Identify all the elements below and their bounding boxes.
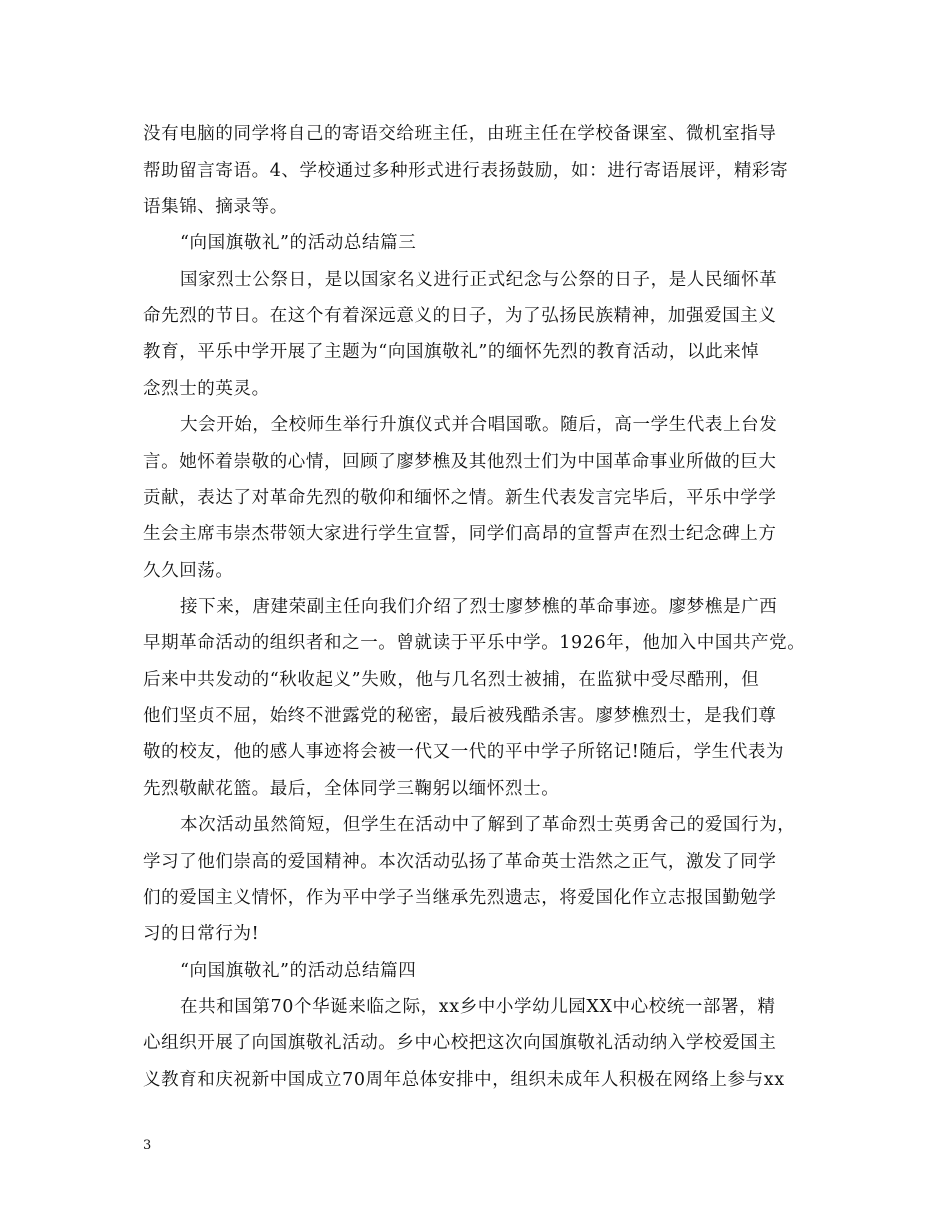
text-line: 他们坚贞不屈，始终不泄露党的秘密，最后被残酷杀害。廖梦樵烈士，是我们尊 <box>143 706 777 726</box>
text-line: 久久回荡。 <box>143 561 234 581</box>
text-line: 大会开始，全校师生举行升旗仪式并合唱国歌。随后，高一学生代表上台发 <box>180 415 778 435</box>
text-line: 语集锦、摘录等。 <box>143 197 288 217</box>
text-line: 国家烈士公祭日，是以国家名义进行正式纪念与公祭的日子，是人民缅怀革 <box>180 270 778 290</box>
text-line: 本次活动虽然简短，但学生在活动中了解到了革命烈士英勇舍己的爱国行为， <box>180 815 796 835</box>
text-line: 帮助留言寄语。4、学校通过多种形式进行表扬鼓励，如：进行寄语展评，精彩寄 <box>143 161 789 181</box>
text-line: 教育，平乐中学开展了主题为“向国旗敬礼”的缅怀先烈的教育活动，以此来悼 <box>143 342 760 362</box>
text-line: 没有电脑的同学将自己的寄语交给班主任，由班主任在学校备课室、微机室指导 <box>143 124 777 144</box>
text-line: 学习了他们崇高的爱国精神。本次活动弘扬了革命英士浩然之正气，激发了同学 <box>143 852 777 872</box>
text-line: 念烈士的英灵。 <box>143 379 270 399</box>
section-heading: “向国旗敬礼”的活动总结篇三 <box>180 233 417 253</box>
text-line: 先烈敬献花篮。最后，全体同学三鞠躬以缅怀烈士。 <box>143 779 560 799</box>
text-line: 后来中共发动的“秋收起义”失败，他与几名烈士被捕，在监狱中受尽酷刑，但 <box>143 670 760 690</box>
text-line: 言。她怀着崇敬的心情，回顾了廖梦樵及其他烈士们为中国革命事业所做的巨大 <box>143 452 777 472</box>
text-line: 早期革命活动的组织者和之一。曾就读于平乐中学。1926年，他加入中国共产党。 <box>143 633 806 653</box>
text-line: 心组织开展了向国旗敬礼活动。乡中心校把这次向国旗敬礼活动纳入学校爱国主 <box>143 1033 777 1053</box>
text-line: 敬的校友，他的感人事迹将会被一代又一代的平中学子所铭记!随后，学生代表为 <box>143 742 785 762</box>
text-line: 贡献，表达了对革命先烈的敬仰和缅怀之情。新生代表发言完毕后，平乐中学学 <box>143 488 777 508</box>
text-line: 习的日常行为! <box>143 924 260 944</box>
text-line: 们的爱国主义情怀，作为平中学子当继承先烈遗志，将爱国化作立志报国勤勉学 <box>143 888 777 908</box>
text-line: 义教育和庆祝新中国成立70周年总体安排中，组织未成年人积极在网络上参与xx <box>143 1070 785 1090</box>
text-line: 在共和国第70个华诞来临之际，xx乡中小学幼儿园XX中心校统一部署，精 <box>180 997 776 1017</box>
page-number: 3 <box>143 1138 152 1153</box>
text-line: 命先烈的节日。在这个有着深远意义的日子，为了弘扬民族精神，加强爱国主义 <box>143 306 777 326</box>
section-heading: “向国旗敬礼”的活动总结篇四 <box>180 961 417 981</box>
text-line: 接下来，唐建荣副主任向我们介绍了烈士廖梦樵的革命事迹。廖梦樵是广西 <box>180 597 778 617</box>
text-line: 生会主席韦崇杰带领大家进行学生宣誓，同学们高昂的宣誓声在烈士纪念碑上方 <box>143 524 777 544</box>
